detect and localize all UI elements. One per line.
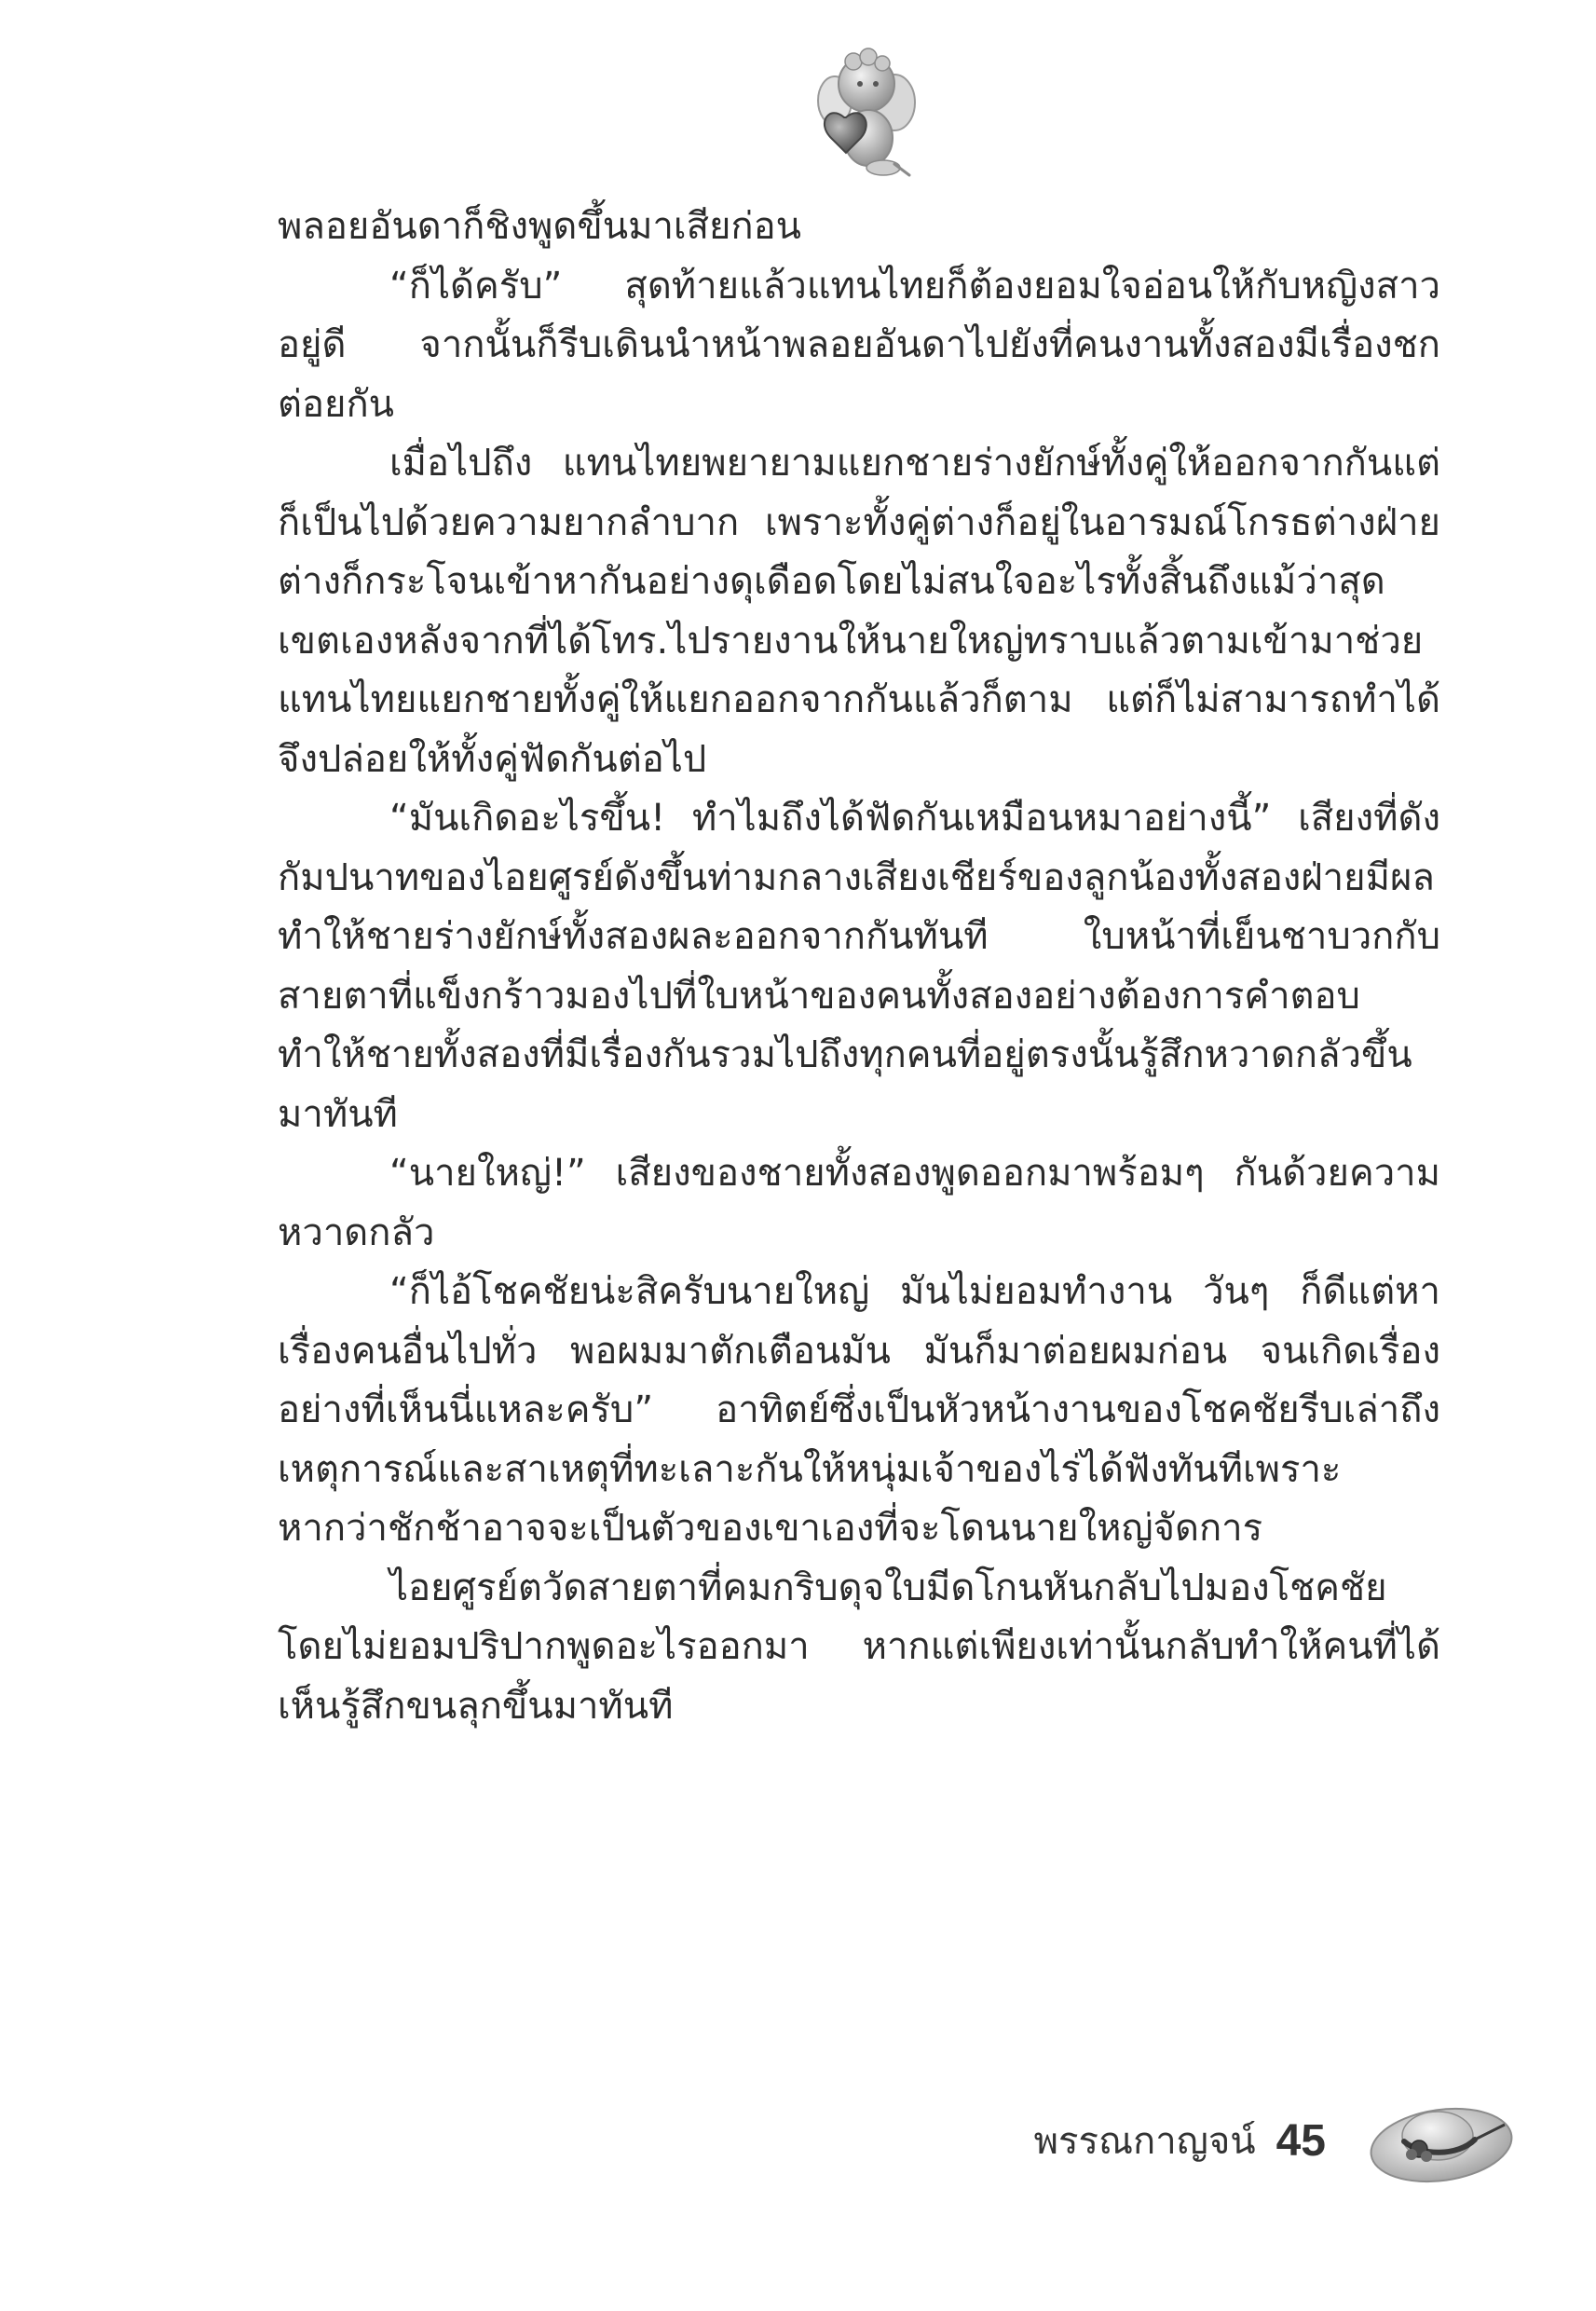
paragraph-7: ไอยศูรย์ตวัดสายตาที่คมกริบดุจใบมีดโกนหันกลับไปมองโชคชัยโดยไม่ยอมปริปากพูดอะไรออกมา หากแต่เพียงเท่านั้นกลับทำให้คนที่ได้เห็นรู้สึกขนลุกขึ้นมาทันที xyxy=(278,1566,1440,1728)
paragraph-6: “ก็ไอ้โชคชัยน่ะสิครับนายใหญ่ มันไม่ยอมทำงาน วันๆ ก็ดีแต่หาเรื่องคนอื่นไปทั่ว พอผมมาตักเตือนมัน มันก็มาต่อยผมก่อน จนเกิดเรื่องอย่างที่เห็นนี่แหละครับ” อาทิตย์ซึ่งเป็นหัวหน้างานของโชคชัยรีบเล่าถึงเหตุการณ์และสาเหตุที่ทะเลาะกันให้หนุ่มเจ้าของไร่ได้ฟังทันทีเพราะหากว่าชักช้าอาจจะเป็นตัวของเขาเองที่จะโดนนายใหญ่จัดการ xyxy=(278,1270,1440,1550)
paragraph-5: “นายใหญ่!” เสียงของชายทั้งสองพูดออกมาพร้อมๆ กันด้วยความหวาดกลัว xyxy=(278,1152,1440,1254)
paragraph-3: เมื่อไปถึง แทนไทยพยายามแยกชายร่างยักษ์ทั้งคู่ให้ออกจากกันแต่ก็เป็นไปด้วยความยากลำบาก เพราะทั้งคู่ต่างก็อยู่ในอารมณ์โกรธต่างฝ่ายต่างก็กระโจนเข้าหากันอย่างดุเดือดโดยไม่สนใจอะไรทั้งสิ้นถึงแม้ว่าสุดเขตเองหลังจากที่ได้โทร.ไปรายงานให้นายใหญ่ทราบแล้วตามเข้ามาช่วยแทนไทยแยกชายทั้งคู่ให้แยกออกจากกันแล้วก็ตาม แต่ก็ไม่สามารถทำได้ จึงปล่อยให้ทั้งคู่ฟัดกันต่อไป xyxy=(278,442,1440,781)
paragraph-2: “ก็ได้ครับ” สุดท้ายแล้วแทนไทยก็ต้องยอมใจอ่อนให้กับหญิงสาวอยู่ดี จากนั้นก็รีบเดินนำหน้าพลอยอันดาไปยังที่คนงานทั้งสองมีเรื่องชกต่อยกัน xyxy=(278,264,1440,426)
paragraph-1: พลอยอันดาก็ชิงพูดขึ้นมาเสียก่อน xyxy=(278,205,802,248)
page-footer xyxy=(1034,2108,1326,2173)
cupid-heart-icon xyxy=(809,45,921,185)
running-footer-title: พรรณกาญจน์ xyxy=(1033,2120,1256,2163)
page-number: 45 xyxy=(1275,2115,1326,2166)
sun-hat-icon xyxy=(1365,2087,1519,2190)
body-text xyxy=(278,198,1440,1736)
paragraph-4: “มันเกิดอะไรขึ้น! ทำไมถึงได้ฟัดกันเหมือนหมาอย่างนี้” เสียงที่ดังกัมปนาทของไอยศูรย์ดังขึ้นท่ามกลางเสียงเชียร์ของลูกน้องทั้งสองฝ่ายมีผลทำให้ชายร่างยักษ์ทั้งสองผละออกจากกันทันที ใบหน้าที่เย็นชาบวกกับสายตาที่แข็งกร้าวมองไปที่ใบหน้าของคนทั้งสองอย่างต้องการคำตอบทำให้ชายทั้งสองที่มีเรื่องกันรวมไปถึงทุกคนที่อยู่ตรงนั้นรู้สึกหวาดกลัวขึ้นมาทันที xyxy=(278,797,1440,1136)
